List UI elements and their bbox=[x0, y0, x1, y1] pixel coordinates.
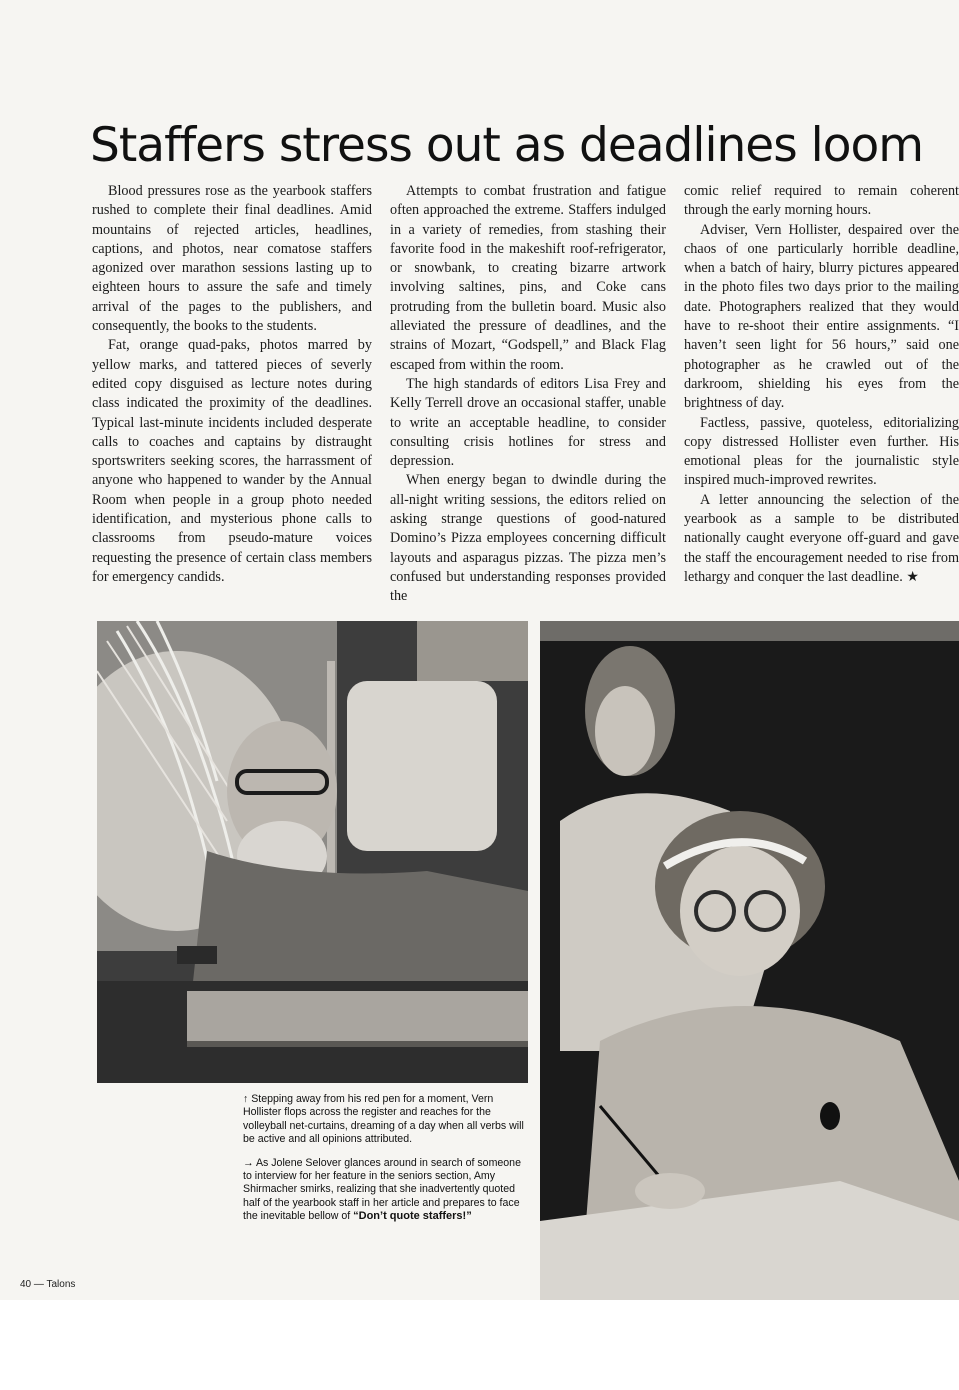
article-column-2 bbox=[390, 182, 666, 607]
paragraph: Fat, orange quad-paks, photos marred by yellow marks, and tattered pieces of severly edited copy disguised as lecture notes during class indicated the proximity of the deadlines. Typical last-minute incidents included desperate calls to coaches and captains by distraught sportswriters seeking scores, the harrassment of anyone who happened to wander by the Annual Room when people in a group photo needed identification, and mysterious phone calls to classrooms from pseudo-mature voices requesting the presence of certain class members for emergency candids. bbox=[92, 337, 372, 585]
paragraph-continuation: comic relief required to remain coherent through the early morning hours. bbox=[684, 183, 959, 219]
caption-quote: “Don’t quote staffers!” bbox=[353, 1210, 472, 1223]
paragraph: When energy began to dwindle during the all-night writing sessions, the editors relied on asking strange questions of good-natured Domino’s Pizza employees concerning difficult layouts and asparagus pizzas. The pizza men’s confused but understanding responses provided the bbox=[390, 472, 666, 605]
paragraph: A letter announcing the selection of the yearbook as a sample to be distributed nationally caught everyone off-guard and gave the staff the encouragement needed to rise from lethargy and conquer the last deadline. ★ bbox=[684, 491, 959, 585]
photo-captions bbox=[243, 1093, 526, 1234]
paragraph: Blood pressures rose as the yearbook staffers rushed to complete their final deadlines. Amid mountains of rejected articles, headlines, captions, and photos, near comatose staffers agonized over marathon sessions lasting up to eighteen hours to assure the safe and timely arrival of the pages to the publishers, and consequently, the books to the students. bbox=[92, 183, 372, 335]
caption-students bbox=[243, 1157, 526, 1224]
caption-students-text: → As Jolene Selover glances around in search of someone to interview for her feature in the seniors section, Amy Shirmacher smirks, realizing that she inadvertently quoted half of the yearbook staff in her article and prepares to face the inevitable bellow of bbox=[243, 1156, 521, 1223]
paragraph: Factless, passive, quoteless, editorializing copy distressed Hollister even further. His emotional pleas for the journalistic style inspired much-improved rewrites. bbox=[684, 414, 959, 489]
caption-adviser: ↑ Stepping away from his red pen for a moment, Vern Hollister flops across the register and reaches for the volleyball net-curtains, dreaming of a day when all verbs will be active and all opinions attributed. bbox=[243, 1093, 524, 1146]
headline: Staffers stress out as deadlines loom bbox=[90, 118, 923, 173]
page-folio: 40 — Talons bbox=[20, 1279, 76, 1290]
paragraph: The high standards of editors Lisa Frey and Kelly Terrell drove an occasional staffer, unable to write an acceptable headline, to consider consulting crisis hotlines for stress and depression. bbox=[390, 375, 666, 470]
photo-students-image bbox=[540, 621, 959, 1300]
photo-students bbox=[540, 621, 959, 1300]
paragraph: Attempts to combat frustration and fatigue often approached the extreme. Staffers indulged in a variety of remedies, from stashing their favorite food in the makeshift roof-refrigerator, or snowbank, to creating bizarre artwork involving saltines, pins, and Coke cans protruding from the bulletin board. Music also alleviated the pressure of deadlines, and the strains of Mozart, “Godspell,” and Black Flag escaped from within the room. bbox=[390, 183, 666, 373]
photo-adviser-image bbox=[97, 621, 528, 1083]
article-column-3 bbox=[684, 182, 959, 587]
paragraph: Adviser, Vern Hollister, despaired over the chaos of one particularly horrible deadline, when a batch of hairy, blurry pictures appeared in the photo files two days prior to the mailing date. Photographers realized that they would have to re-shoot their entire assignments. “I haven’t seen light for 56 hours,” said one photographer as he crawled out of the darkroom, shielding his eyes from the brightness of day. bbox=[684, 221, 959, 412]
photo-adviser bbox=[97, 621, 528, 1083]
article-column-1 bbox=[92, 182, 372, 587]
bottom-margin bbox=[0, 1300, 959, 1390]
